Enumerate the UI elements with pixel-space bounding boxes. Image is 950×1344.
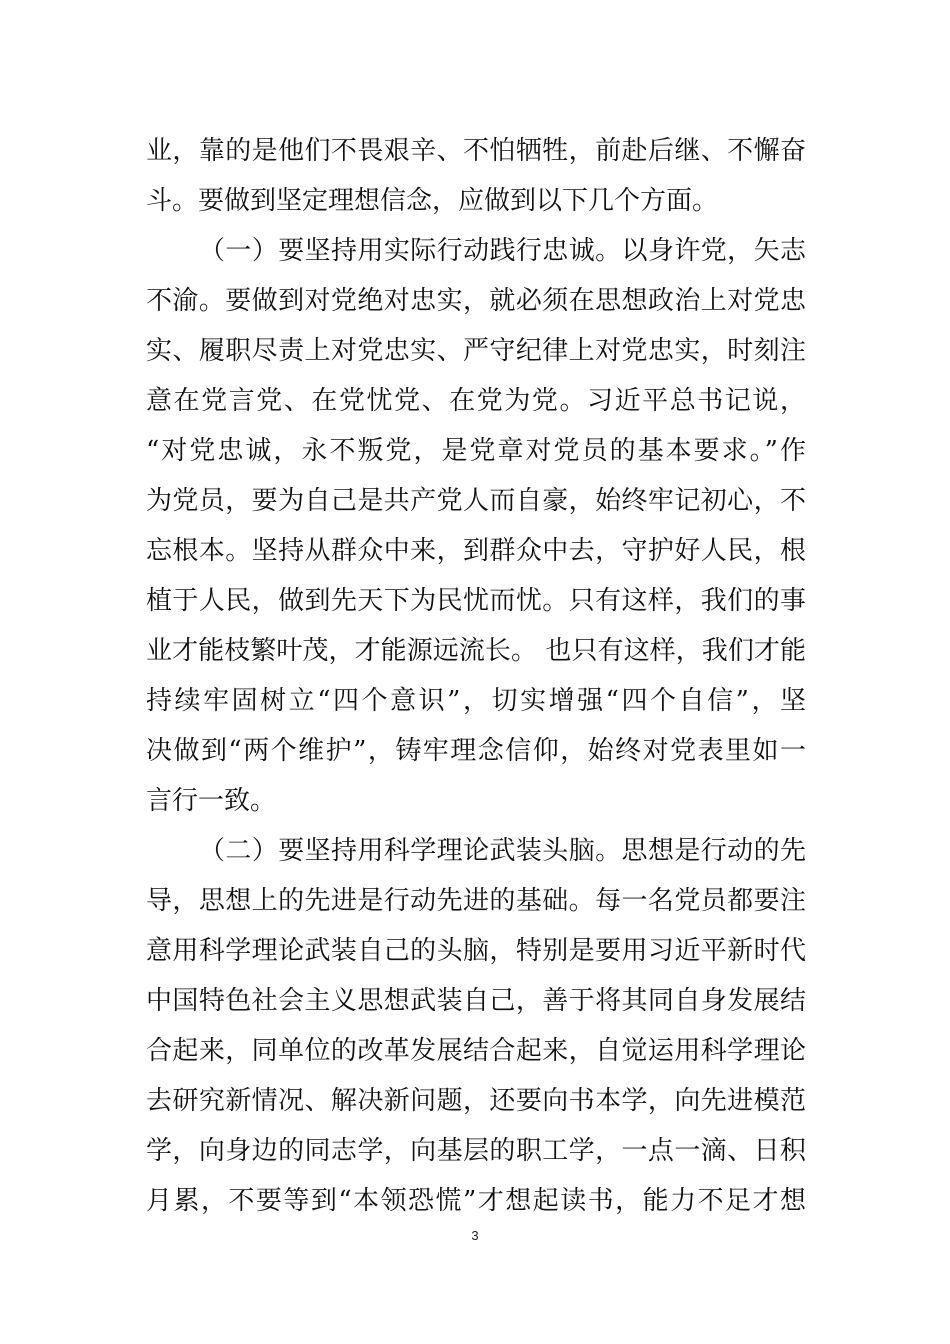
paragraph-line: 为党员，要为自己是共产党人而自豪，始终牢记初心，不 [146, 486, 806, 516]
paragraph-line: 意在党言党、在党忧党、在党为党。习近平总书记说， [146, 386, 806, 416]
paragraph-line: 忘根本。坚持从群众中来，到群众中去，守护好人民，根 [146, 536, 806, 566]
paragraph-line: 植于人民，做到先天下为民忧而忧。只有这样，我们的事 [146, 586, 806, 616]
paragraph-line: 意用科学理论武装自己的头脑，特别是要用习近平新时代 [146, 936, 806, 966]
paragraph-line: 不渝。要做到对党绝对忠实，就必须在思想政治上对党忠 [146, 286, 806, 316]
paragraph-line: 月累，不要等到“本领恐慌”才想起读书，能力不足才想 [146, 1186, 806, 1216]
section-heading-line: （一）要坚持用实际行动践行忠诚。以身许党，矢志 [199, 236, 806, 266]
paragraph-line: 合起来，同单位的改革发展结合起来，自觉运用科学理论 [146, 1036, 806, 1066]
page-number: 3 [471, 1228, 479, 1243]
paragraph-line: 决做到“两个维护”，铸牢理念信仰，始终对党表里如一 [146, 736, 806, 766]
paragraph-line: 持续牢固树立“四个意识”，切实增强“四个自信”，坚 [146, 686, 806, 716]
paragraph-line: 言行一致。 [146, 786, 277, 816]
section-heading-line: （二）要坚持用科学理论武装头脑。思想是行动的先 [199, 836, 806, 866]
paragraph-line: 业才能枝繁叶茂，才能源远流长。 也只有这样，我们才能 [146, 636, 806, 666]
paragraph-line: 业，靠的是他们不畏艰辛、不怕牺牲，前赴后继、不懈奋 [146, 136, 806, 166]
paragraph-line: 斗。要做到坚定理想信念，应做到以下几个方面。 [146, 186, 719, 216]
paragraph-line: 去研究新情况、解决新问题，还要向书本学，向先进模范 [146, 1086, 806, 1116]
paragraph-line: 导，思想上的先进是行动先进的基础。每一名党员都要注 [146, 886, 806, 916]
paragraph-line: 实、履职尽责上对党忠实、严守纪律上对党忠实，时刻注 [146, 336, 806, 366]
paragraph-line: 中国特色社会主义思想武装自己，善于将其同自身发展结 [146, 986, 806, 1016]
paragraph-line: “对党忠诚，永不叛党，是党章对党员的基本要求。”作 [146, 436, 806, 466]
paragraph-line: 学，向身边的同志学，向基层的职工学，一点一滴、日积 [146, 1136, 806, 1166]
